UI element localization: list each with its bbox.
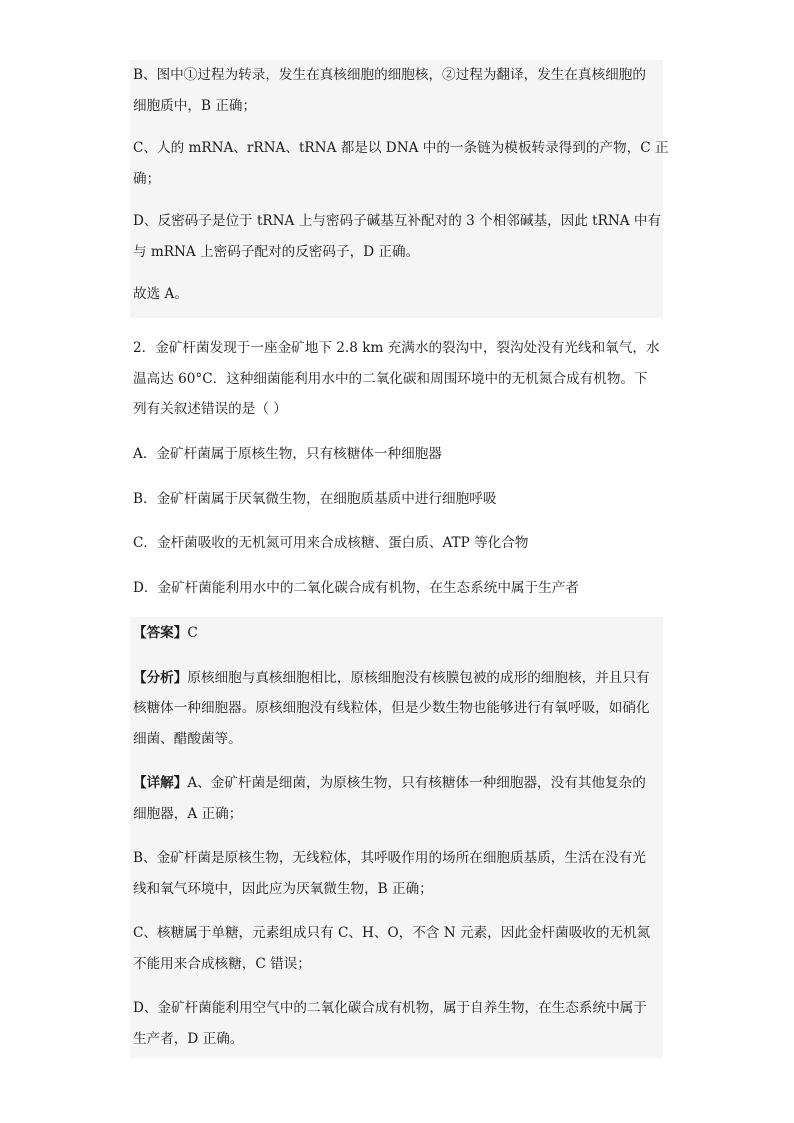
answer-label: 【答案】 <box>133 625 188 641</box>
answer-value: C <box>187 625 198 641</box>
text-line: A、金矿杆菌是细菌，为原核生物，只有核糖体一种细胞器，没有其他复杂的 <box>187 775 646 791</box>
option-text: A．金矿杆菌属于原核生物，只有核糖体一种细胞器 <box>133 446 442 462</box>
details-d <box>133 993 660 1054</box>
text-line: 生产者，D 正确。 <box>133 1030 244 1047</box>
text-line: 线和氧气环境中，因此应为厌氧微生物，B 正确； <box>133 880 433 897</box>
prev-analysis-section <box>130 60 669 318</box>
option-d <box>130 573 663 604</box>
prev-analysis-c <box>133 133 669 194</box>
text-line: B、金矿杆菌是原核生物，无线粒体，其呼吸作用的场所在细胞质基质，生活在没有光 <box>133 850 646 866</box>
text-line: 故选 A。 <box>133 286 188 302</box>
analysis-block <box>133 663 660 755</box>
option-text: B．金矿杆菌属于厌氧微生物，在细胞质基质中进行细胞呼吸 <box>133 491 497 507</box>
question-stem <box>130 333 663 425</box>
text-line: D、反密码子是位于 tRNA 上与密码子碱基互补配对的 3 个相邻碱基，因此 tRNA 中有 <box>133 213 662 229</box>
option-c <box>130 528 663 559</box>
answer-section <box>130 617 663 1058</box>
text-line: 原核细胞与真核细胞相比，原核细胞没有核膜包被的成形的细胞核，并且只有 <box>187 669 650 686</box>
prev-analysis-b <box>133 60 660 121</box>
details-a <box>133 768 660 829</box>
option-a <box>130 439 663 470</box>
option-text: D．金矿杆菌能利用水中的二氧化碳合成有机物，在生态系统中属于生产者 <box>133 580 579 596</box>
text-line: C、核糖属于单糖，元素组成只有 C、H、O，不含 N 元素，因此金杆菌吸收的无机氮 <box>133 925 651 941</box>
text-line: 2．金矿杆菌发现于一座金矿地下 2.8 km 充满水的裂沟中，裂沟处没有光线和氧气，水 <box>133 340 660 356</box>
details-b <box>133 843 660 904</box>
text-line: 核糖体一种细胞器。原核细胞没有线粒体，但是少数生物也能够进行有氧呼吸，如硝化 <box>133 700 650 716</box>
text-line: 与 mRNA 上密码子配对的反密码子，D 正确。 <box>133 243 420 260</box>
analysis-label: 【分析】 <box>133 669 188 686</box>
text-line: 细胞器，A 正确； <box>133 805 243 822</box>
details-label: 【详解】 <box>133 775 188 791</box>
option-text: C．金杆菌吸收的无机氮可用来合成核糖、蛋白质、ATP 等化合物 <box>133 535 529 551</box>
text-line: B、图中①过程为转录，发生在真核细胞的细胞核，②过程为翻译，发生在真核细胞的 <box>133 67 646 83</box>
text-line: 细菌、醋酸菌等。 <box>133 730 242 747</box>
answer-line <box>133 617 660 649</box>
details-c <box>133 918 660 979</box>
text-line: C、人的 mRNA、rRNA、tRNA 都是以 DNA 中的一条链为模板转录得到的产物，C 正 <box>133 140 669 156</box>
text-line: 确； <box>133 170 161 187</box>
text-line: 不能用来合成核糖，C 错误； <box>133 955 311 972</box>
text-line: D、金矿杆菌能利用空气中的二氧化碳合成有机物，属于自养生物，在生态系统中属于 <box>133 1000 647 1016</box>
text-line: 列有关叙述错误的是（ ） <box>133 401 287 417</box>
option-b <box>130 484 663 515</box>
prev-analysis-conclusion <box>133 279 660 310</box>
prev-analysis-d <box>133 206 660 267</box>
text-line: 细胞质中，B 正确； <box>133 97 257 114</box>
text-line: 温高达 60°C．这种细菌能利用水中的二氧化碳和周围环境中的无机氮合成有机物。下 <box>133 370 648 387</box>
